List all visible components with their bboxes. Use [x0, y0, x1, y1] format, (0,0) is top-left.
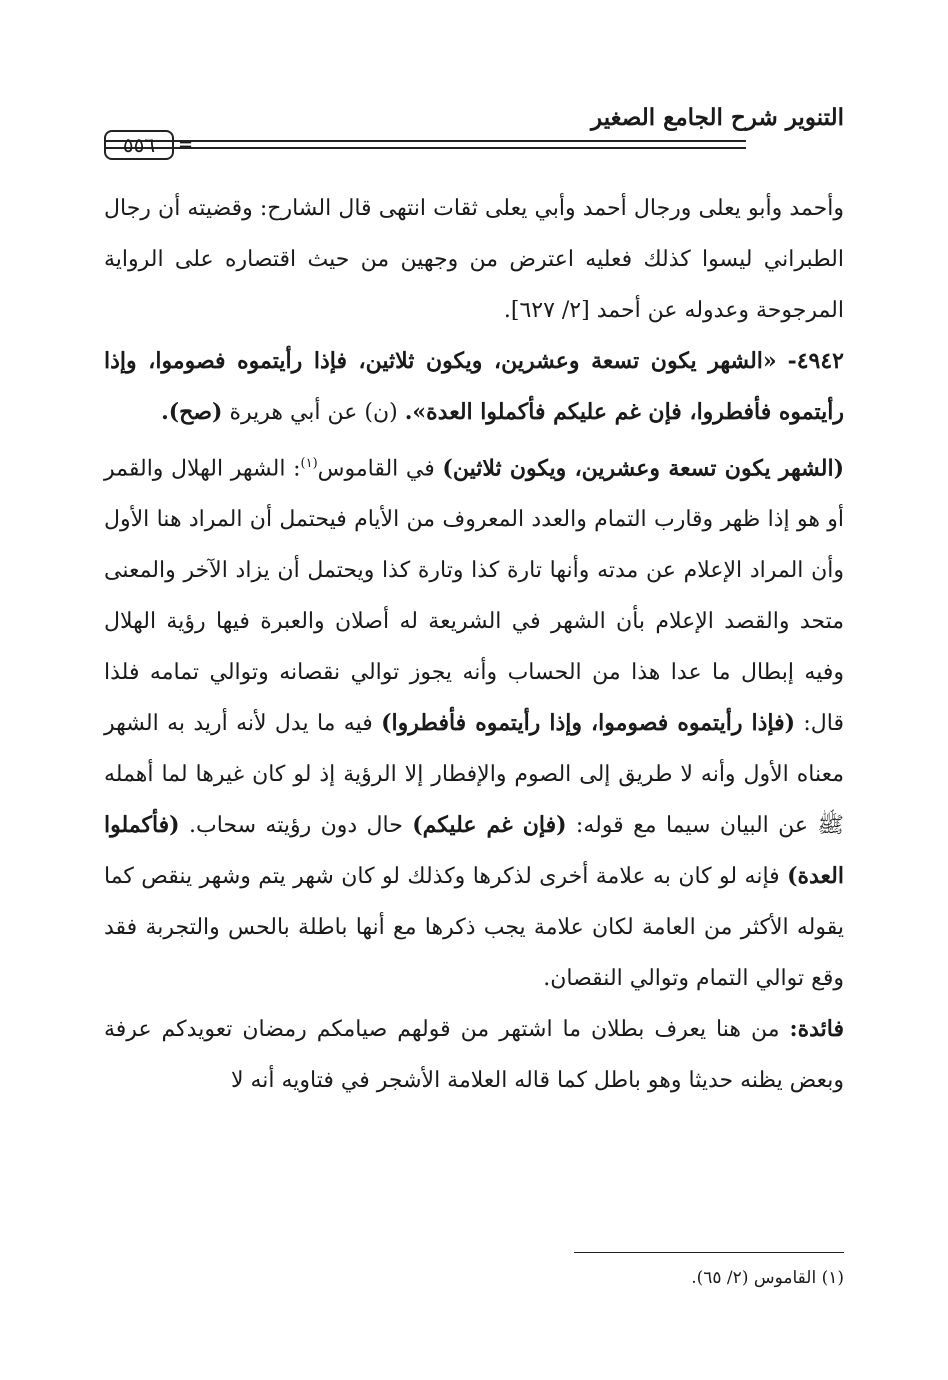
page-number: ٥٥٦ — [122, 133, 156, 157]
header-rule-top — [104, 140, 746, 142]
hadith-source: (ن) عن أبي هريرة — [229, 400, 398, 425]
hadith-text: «الشهر يكون تسعة وعشرين، ويكون ثلاثين، فإذا رأيتموه فصوموا، وإذا رأيتموه فأفطروا، فإن غم عليكم فأكملوا العدة». — [104, 348, 844, 425]
quoted-phrase: (فإن غم عليكم) — [412, 812, 567, 839]
hadith-number: ٤٩٤٢- — [787, 348, 844, 374]
paragraph-commentary: (الشهر يكون تسعة وعشرين، ويكون ثلاثين) في القاموس$^{(١)}$: الشهر الهلال والقمر أو هو إذا ظهر وقارب التمام والعدد المعروف من الأيام فيحتمل أن المراد هنا الأول وأن المراد الإعلام عن مدته وأنها تارة كذا وتارة كذا ويحتمل أن يزاد الآخر والمعنى متحد والقصد الإعلام بأن الشهر في الشريعة له أصلان والعبرة فيها رؤية الهلال وفيه إبطال ما عدا هذا من الحساب وأنه يجوز توالي نقصانه وتوالي تمامه فلذا قال: (فإذا رأيتموه فصوموا، وإذا رأيتموه فأفطروا) فيه ما يدل لأنه أريد به الشهر معناه الأول وأنه لا طريق إلى الصوم والإفطار إلا الرؤية إذ لو كان غيرها لما أهمله ﷺ عن البيان سيما مع قوله: (فإن غم عليكم) حال دون رؤيته سحاب. (فأكملوا العدة) فإنه لو كان به علامة أخرى لذكرها وكذلك لو كان شهر يتم وشهر ينقص كما يقوله الأكثر من العامة لكان علامة يجب ذكرها مع أنها باطلة بالحس والتجربة فقد وقع توالي التمام وتوالي النقصان. — [104, 455, 845, 992]
benefit-label: فائدة: — [789, 1016, 844, 1043]
quoted-phrase: (فإذا رأيتموه فصوموا، وإذا رأيتموه فأفطروا) — [381, 710, 796, 737]
paragraph-commentary-continued: وأحمد وأبو يعلى ورجال أحمد وأبي يعلى ثقات انتهى قال الشارح: وقضيته أن رجال الطبراني ليسوا كذلك فعليه اعترض من وجهين من حيث اقتصاره على الرواية المرجوحة وعدوله عن أحمد [٢/ ٦٢٧]. — [104, 196, 844, 323]
footnote-marker: (١) — [300, 456, 318, 471]
header-rule-bottom — [104, 147, 746, 149]
page-number-frame — [104, 128, 194, 164]
footnote-separator — [574, 1252, 844, 1253]
quoted-phrase: (الشهر يكون تسعة وعشرين، ويكون ثلاثين) — [442, 455, 845, 482]
page-body — [104, 183, 844, 1106]
hadith-entry — [104, 336, 844, 438]
paragraph-benefit: فائدة: من هنا يعرف بطلان ما اشتهر من قولهم صيامكم رمضان تعويدكم عرفة وبعض يظنه حديثا وهو باطل كما قاله العلامة الأشجر في فتاويه أنه لا — [104, 1016, 844, 1094]
quoted-phrase: (فأكملوا العدة) — [104, 812, 844, 890]
footnote: (١) القاموس (٢/ ٦٥). — [691, 1268, 844, 1288]
page-number-dash: = — [178, 134, 194, 155]
hadith-grade: (صح). — [161, 399, 223, 425]
running-header-title: التنوير شرح الجامع الصغير — [591, 104, 844, 131]
